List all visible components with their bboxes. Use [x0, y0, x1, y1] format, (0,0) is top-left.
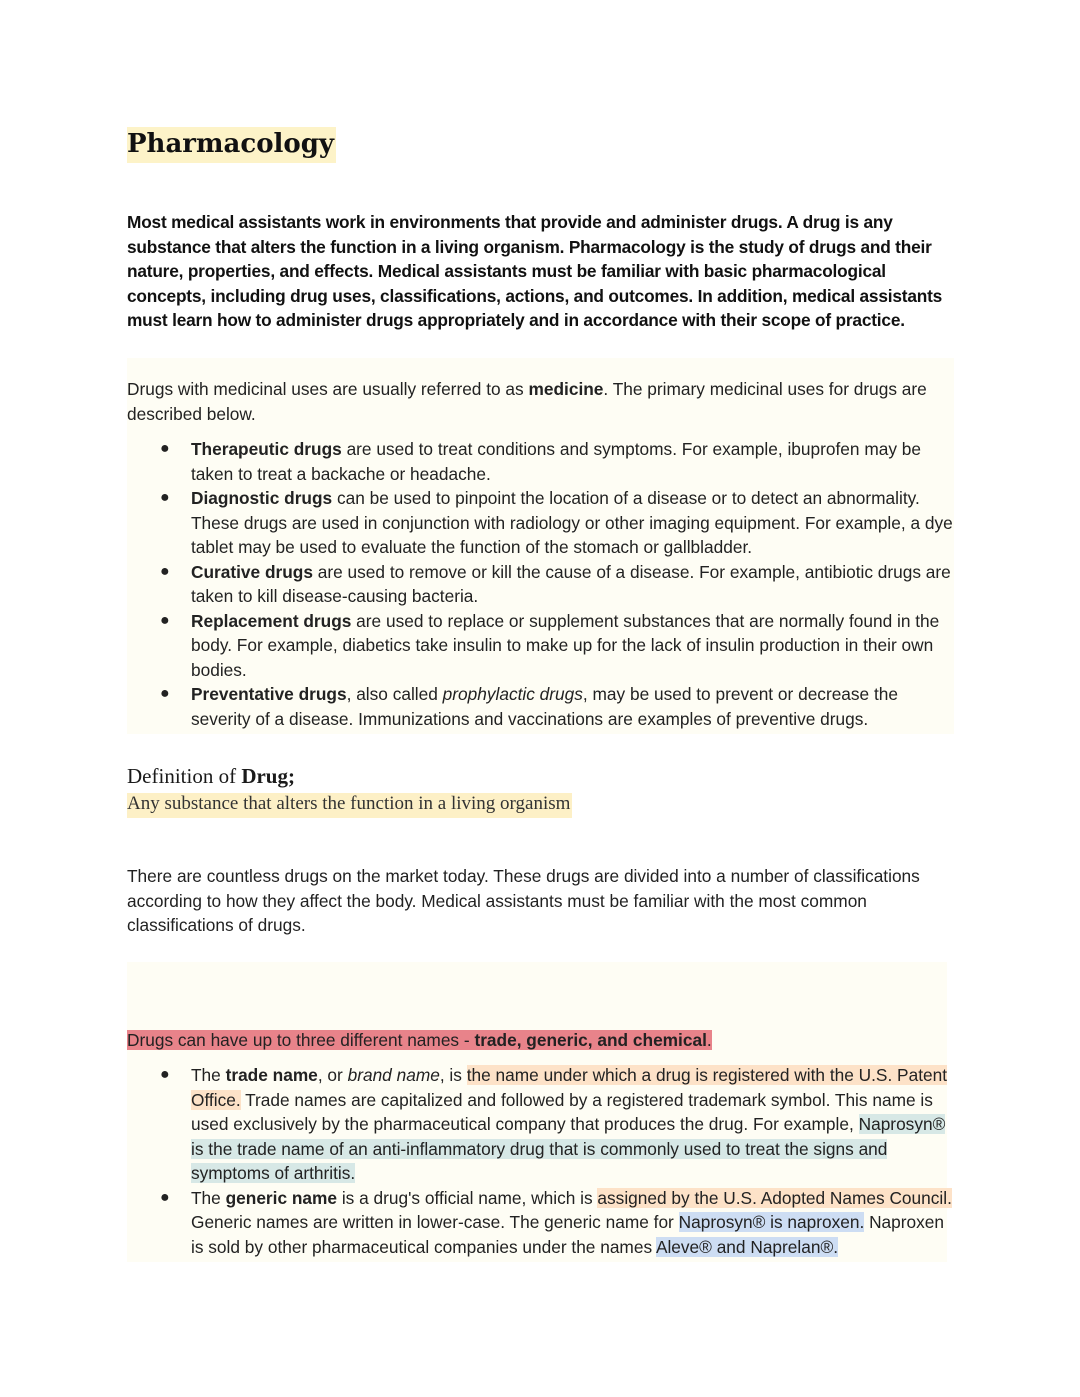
list-item: ● Therapeutic drugs are used to treat conditions and symptoms. For example, ibuprofen may be taken to treat a backache or headache.	[160, 439, 921, 484]
medicine-term: medicine	[528, 379, 604, 399]
bullet-icon: ●	[160, 1066, 170, 1083]
list-item: ● Preventative drugs, also called prophylactic drugs, may be used to prevent or decrease the severity of a disease. Immunizations and vaccinations are examples of preventive drugs.	[160, 684, 898, 729]
definition-text: Any substance that alters the function in a living organism	[127, 793, 572, 818]
bullet-icon: ●	[160, 562, 170, 580]
list-item: ● Diagnostic drugs can be used to pinpoint the location of a disease or to detect an abnormality. These drugs are used in conjunction with radiology or other imaging equipment. For example, a dye tablet may be used to evaluate the function of the stomach or gallbladder.	[160, 488, 953, 557]
bullet-icon: ●	[160, 611, 170, 629]
drug-names-paragraph: Drugs can have up to three different names - trade, generic, and chemical.	[127, 1030, 712, 1050]
medicine-paragraph: Drugs with medicinal uses are usually referred to as medicine. The primary medicinal uses for drugs are described below.	[127, 379, 927, 424]
list-item: ● Replacement drugs are used to replace or supplement substances that are normally found in the body. For example, diabetics take insulin to make up for the lack of insulin production in their own bodies.	[160, 610, 940, 680]
classifications-paragraph: There are countless drugs on the market today. These drugs are divided into a number of classifications according to how they affect the body. Medical assistants must be familiar with the most common classifications of drugs.	[127, 866, 920, 935]
bullet-icon: ●	[160, 1188, 170, 1206]
medicinal-uses-list	[160, 437, 961, 731]
list-item: ● Curative drugs are used to remove or kill the cause of a disease. For example, antibiotic drugs are taken to kill disease-causing bacteria.	[160, 561, 951, 606]
page-title: Pharmacology	[127, 127, 336, 163]
bullet-icon: ●	[160, 440, 170, 457]
bullet-icon: ●	[160, 489, 170, 506]
intro-paragraph: Most medical assistants work in environments that provide and administer drugs. A drug is any substance that alters the function in a living organism. Pharmacology is the study of drugs and their nature, properties, and effects. Medical assistants must be familiar with basic pharmacological concepts, including drug uses, classifications, actions, and outcomes. In addition, medical assistants must learn how to administer drugs appropriately and in accordance with their scope of practice.	[127, 212, 943, 330]
list-item: ● The trade name, or brand name, is the name under which a drug is registered with the U.S. Patent Office. Trade names are capitalized and followed by a registered trademark symbol. This name is used exclusively by the pharmaceutical company that produces the drug. For example, Naprosyn® is the trade name of an anti-inflammatory drug that is commonly used to treat the signs and symptoms of arthritis.	[160, 1065, 948, 1183]
drug-names-list	[160, 1063, 961, 1259]
definition-heading: Definition of Drug;	[127, 764, 295, 788]
list-item: ● The generic name is a drug's official name, which is assigned by the U.S. Adopted Names Council. Generic names are written in lower-case. The generic name for Naprosyn® is naproxen. Naproxen is sold by other pharmaceutical companies under the names Aleve® and Naprelan®.	[160, 1187, 952, 1257]
bullet-icon: ●	[160, 685, 170, 702]
